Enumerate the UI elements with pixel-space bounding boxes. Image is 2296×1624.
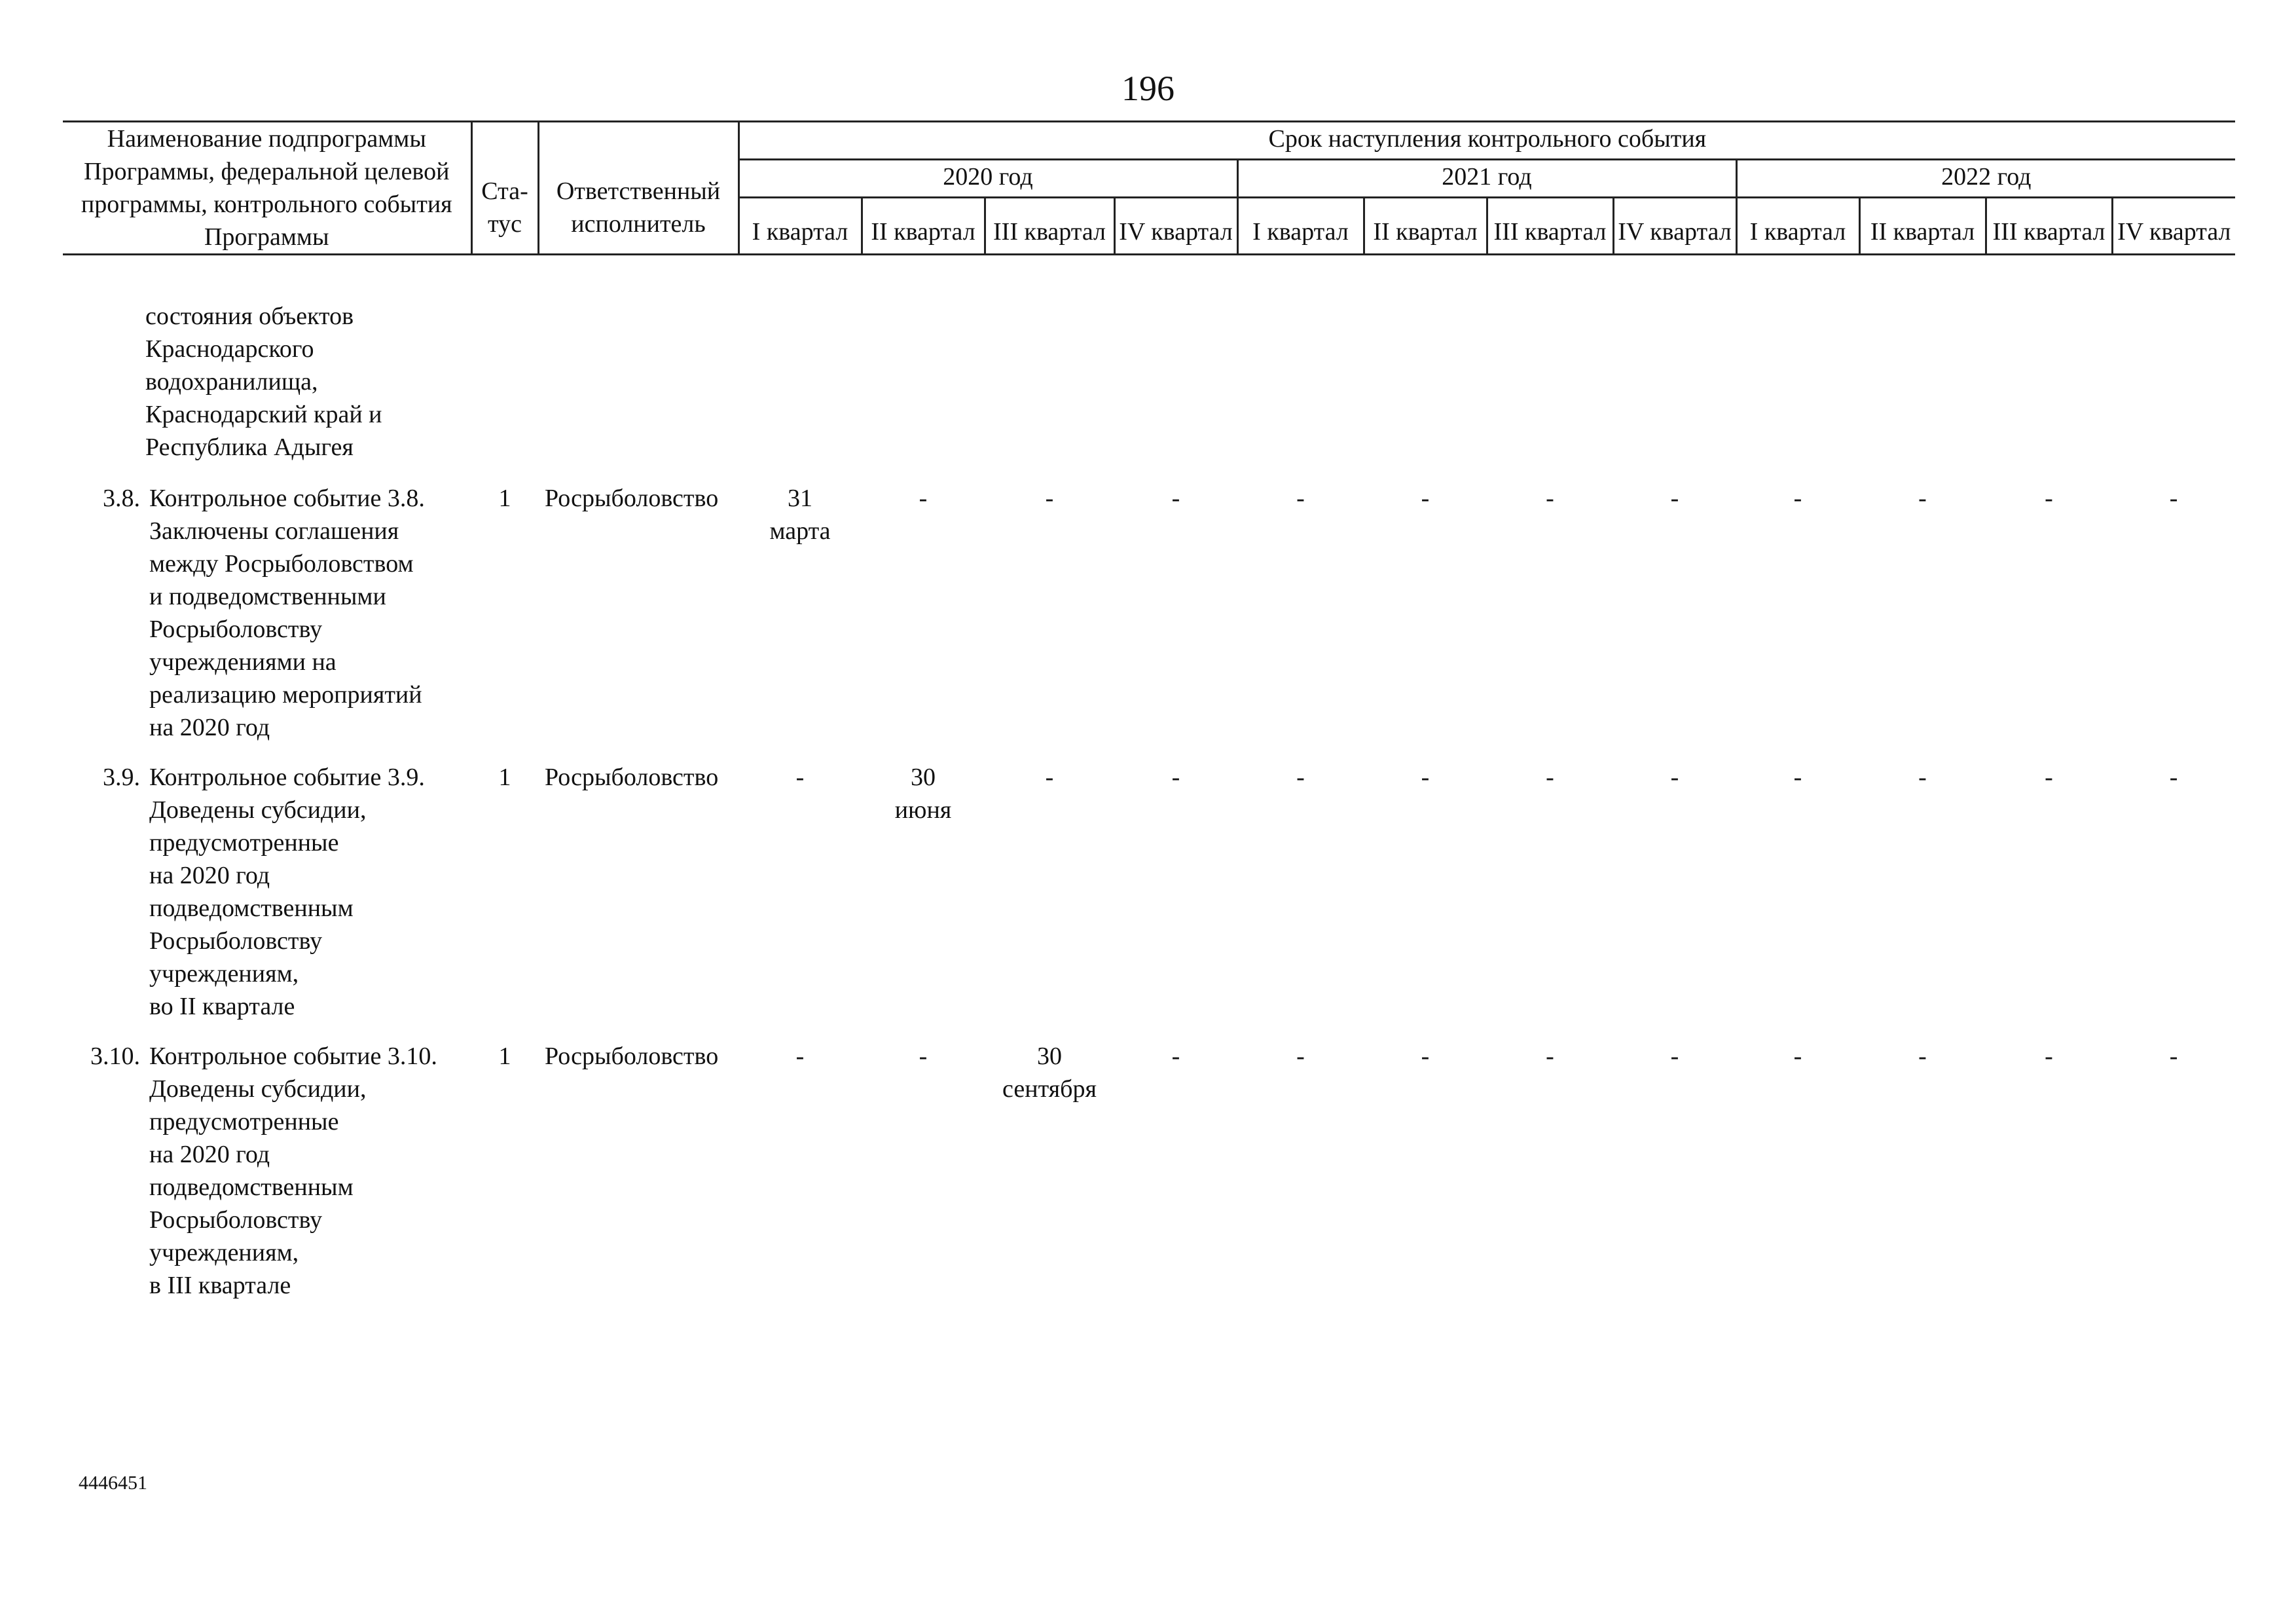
executor-value: Росрыболовство (545, 764, 719, 791)
quarter-cell: - (1918, 485, 1927, 512)
quarter-cell: - (1421, 485, 1430, 512)
quarter-cell: - (1421, 1043, 1430, 1070)
executor-value: Росрыболовство (545, 1043, 719, 1070)
quarter-cell: - (1670, 764, 1679, 791)
table-row (63, 761, 2235, 1040)
quarter-cell: - (2045, 764, 2053, 791)
header-quarter: III квартал (1487, 198, 1613, 255)
quarter-cell: - (2169, 485, 2178, 512)
quarter-cell: - (1546, 485, 1554, 512)
header-quarter: IV квартал (2112, 198, 2235, 255)
page-number: 196 (1121, 69, 1175, 108)
event-name: Контрольное событие 3.9. Доведены субсидии, предусмотренные на 2020 год подведомственным Росрыболовству учреждениям, во II квартале (149, 764, 425, 1020)
quarter-cell: 31 марта (769, 485, 831, 545)
quarter-cell: - (1296, 764, 1305, 791)
quarter-cell: - (1670, 485, 1679, 512)
header-quarter: I квартал (738, 198, 862, 255)
header-status: Ста- тус (471, 122, 538, 255)
status-value: 1 (498, 764, 511, 791)
header-quarter: IV квартал (1114, 198, 1237, 255)
quarter-cell: - (1918, 1043, 1927, 1070)
header-year-2021: 2021 год (1237, 160, 1736, 198)
status-value: 1 (498, 1043, 511, 1070)
quarter-cell: - (1793, 764, 1802, 791)
header-year-2022: 2022 год (1736, 160, 2235, 198)
header-quarter: IV квартал (1613, 198, 1736, 255)
quarter-cell: - (1918, 764, 1927, 791)
header-year-2020: 2020 год (738, 160, 1237, 198)
table-header (63, 122, 2235, 255)
quarter-cell: - (1546, 764, 1554, 791)
event-name-cell (63, 482, 471, 761)
quarter-cell: - (795, 764, 805, 791)
table-row (63, 482, 2235, 761)
quarter-cell: - (1421, 764, 1430, 791)
continuation-row (63, 255, 2235, 483)
document-code: 4446451 (79, 1472, 147, 1494)
header-executor: Ответственный исполнитель (538, 122, 738, 255)
header-quarter: II квартал (862, 198, 985, 255)
quarter-cell: - (1045, 764, 1054, 791)
header-quarter: II квартал (1859, 198, 1986, 255)
quarter-cell: - (1171, 764, 1180, 791)
table-row (63, 1040, 2235, 1319)
quarter-cell: - (1296, 1043, 1305, 1070)
header-quarter: I квартал (1237, 198, 1364, 255)
header-quarter: III квартал (985, 198, 1114, 255)
header-quarter: II квартал (1364, 198, 1487, 255)
header-quarter: I квартал (1736, 198, 1859, 255)
quarter-cell: - (795, 1043, 805, 1070)
quarter-cell: - (1171, 485, 1180, 512)
row-number: 3.10. (90, 1043, 140, 1070)
event-name: Контрольное событие 3.8. Заключены соглашения между Росрыболовством и подведомственными Росрыболовству учреждениями на реализацию мероприятий на 2020 год (149, 485, 425, 741)
quarter-cell: - (1793, 1043, 1802, 1070)
quarter-cell: 30 июня (894, 764, 952, 824)
quarter-cell: - (2169, 1043, 2178, 1070)
status-value: 1 (498, 485, 511, 512)
quarter-cell: - (2045, 1043, 2053, 1070)
continuation-text: состояния объектов Краснодарского водохранилища, Краснодарский край и Республика Адыгея (145, 303, 382, 461)
quarter-cell: - (1045, 485, 1054, 512)
header-deadline: Срок наступления контрольного события (738, 122, 2235, 160)
control-events-table (63, 120, 2235, 1319)
header-quarter: III квартал (1986, 198, 2112, 255)
quarter-cell: - (1296, 485, 1305, 512)
quarter-cell: - (919, 485, 928, 512)
quarter-cell: - (1171, 1043, 1180, 1070)
header-name: Наименование подпрограммы Программы, федеральной целевой программы, контрольного события Программы (63, 122, 471, 255)
row-number: 3.8. (103, 485, 140, 512)
quarter-cell: - (919, 1043, 928, 1070)
quarter-cell: - (1546, 1043, 1554, 1070)
row-number: 3.9. (103, 764, 140, 791)
event-name-cell (63, 761, 471, 1040)
event-name-cell (63, 1040, 471, 1319)
quarter-cell: - (1670, 1043, 1679, 1070)
event-name: Контрольное событие 3.10. Доведены субсидии, предусмотренные на 2020 год подведомственным Росрыболовству учреждениям, в III квартале (149, 1043, 437, 1299)
quarter-cell: - (1793, 485, 1802, 512)
empty-cells (471, 255, 2235, 483)
quarter-cell: - (2045, 485, 2053, 512)
executor-value: Росрыболовство (545, 485, 719, 512)
quarter-cell: 30 сентября (1002, 1043, 1097, 1103)
quarter-cell: - (2169, 764, 2178, 791)
